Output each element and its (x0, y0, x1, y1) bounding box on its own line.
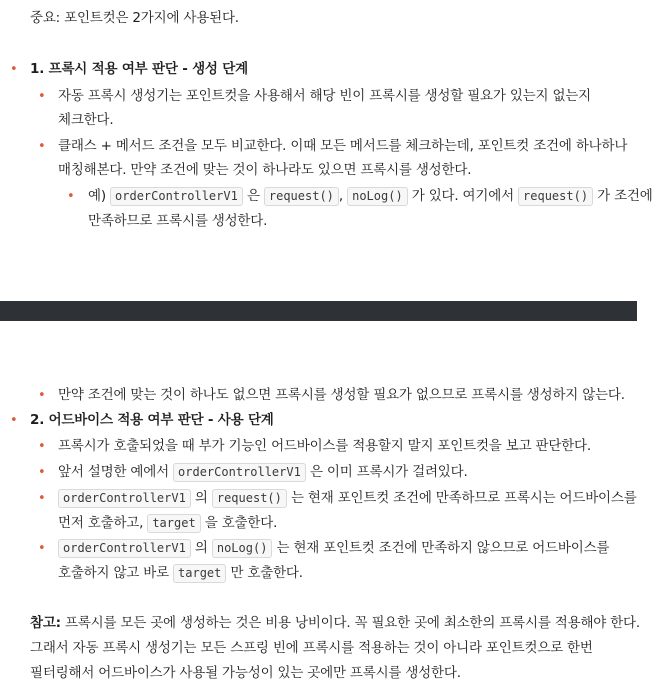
bullet: • (38, 89, 46, 104)
section1-item1-line1: 자동 프록시 생성기는 포인트컷을 사용해서 해당 빈이 프록시를 생성할 필요가 있는지 없는지 (58, 88, 591, 104)
example-text: 가 조건에 (597, 188, 653, 204)
code-target: target (173, 564, 226, 583)
code-order-controller: orderControllerV1 (173, 463, 306, 482)
bullet: • (67, 189, 75, 204)
section2-item4-line1 (58, 536, 609, 561)
code-request-method: request() (264, 187, 339, 206)
note-label: 참고: (30, 615, 61, 631)
example-prefix: 예) (88, 188, 106, 204)
bullet: • (38, 465, 46, 480)
code-nolog-method: noLog() (212, 539, 273, 558)
example-text: 가 있다. 여기에서 (411, 188, 514, 204)
item-text: 는 현재 포인트컷 조건에 만족하므로 프록시는 어드바이스를 (290, 490, 637, 506)
note-line2: 그래서 자동 프록시 생성기는 모든 스프링 빈에 프록시를 적용하는 것이 아니라 포인트컷으로 한번 (30, 640, 593, 656)
code-order-controller: orderControllerV1 (58, 539, 191, 558)
bullet: • (10, 413, 18, 428)
item-text: 은 이미 프록시가 걸려있다. (309, 464, 468, 480)
note-line3: 필터링해서 어드바이스가 사용될 가능성이 있는 곳에만 프록시를 생성한다. (30, 665, 461, 681)
item-text: 호출하지 않고 바로 (58, 565, 169, 581)
item-text: 만 호출한다. (230, 565, 303, 581)
section1-title: 1. 프록시 적용 여부 판단 - 생성 단계 (30, 61, 248, 77)
section1-item2-line1: 클래스 + 메서드 조건을 모두 비교한다. 이때 모든 메서드를 체크하는데, 포인트컷 조건에 하나하나 (58, 138, 628, 154)
bullet: • (38, 439, 46, 454)
section2-item2 (58, 460, 468, 485)
item-text: 먼저 호출하고, (58, 515, 144, 531)
page-divider (0, 301, 637, 321)
code-request-method: request() (212, 489, 287, 508)
example-comma: , (338, 188, 343, 204)
example-text: 은 (246, 188, 260, 204)
section2-item1: 프록시가 호출되었을 때 부가 기능인 어드바이스를 적용할지 말지 포인트컷을 보고 판단한다. (58, 438, 591, 454)
bullet: • (38, 388, 46, 403)
section2-item3-line1 (58, 486, 637, 511)
item-text: 의 (194, 490, 208, 506)
section1-item2-line2: 매칭해본다. 만약 조건에 맞는 것이 하나라도 있으면 프록시를 생성한다. (58, 162, 472, 178)
continued-item: 만약 조건에 맞는 것이 하나도 없으면 프록시를 생성할 필요가 없으므로 프록시를 생성하지 않는다. (58, 387, 625, 403)
section1-example-line2: 만족하므로 프록시를 생성한다. (88, 213, 268, 229)
section2-title: 2. 어드바이스 적용 여부 판단 - 사용 단계 (30, 412, 274, 428)
item-text: 을 호출한다. (204, 515, 278, 531)
item-text: 의 (194, 540, 208, 556)
note-line1 (30, 611, 640, 636)
code-target: target (147, 514, 200, 533)
important-heading: 중요: 포인트컷은 2가지에 사용된다. (30, 10, 239, 26)
note-text: 프록시를 모든 곳에 생성하는 것은 비용 낭비이다. 꼭 필요한 곳에 최소한의 프록시를 적용해야 한다. (64, 615, 640, 631)
item-text: 는 현재 포인트컷 조건에 만족하지 않으므로 어드바이스를 (276, 540, 610, 556)
code-order-controller: orderControllerV1 (110, 187, 243, 206)
section1-item1-line2: 체크한다. (58, 112, 114, 128)
code-nolog-method: noLog() (347, 187, 408, 206)
section2-item4-line2 (58, 561, 303, 586)
bullet: • (38, 491, 46, 506)
code-order-controller: orderControllerV1 (58, 489, 191, 508)
item-text: 앞서 설명한 예에서 (58, 464, 169, 480)
section1-example-line1 (88, 184, 653, 209)
section2-item3-line2 (58, 511, 277, 536)
bullet: • (38, 541, 46, 556)
code-request-method: request() (518, 187, 593, 206)
bullet: • (10, 62, 18, 77)
bullet: • (38, 139, 46, 154)
